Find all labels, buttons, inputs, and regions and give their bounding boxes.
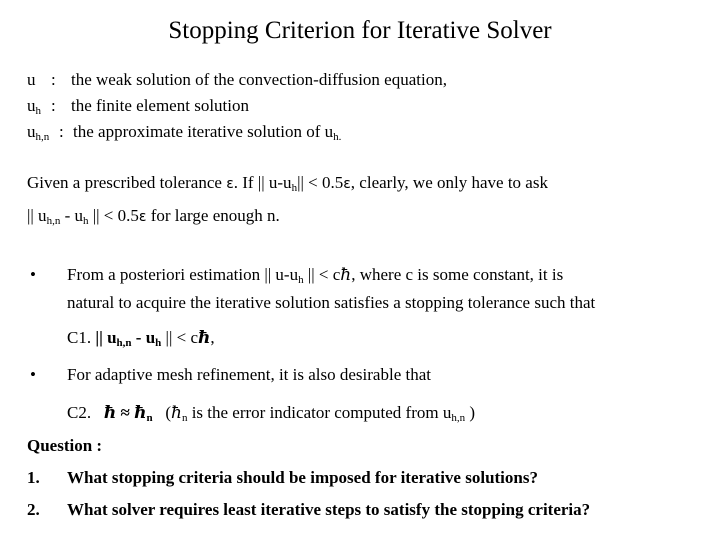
definition-text: the approximate iterative solution of u [73,122,334,141]
slide-title: Stopping Criterion for Iterative Solver [168,17,552,44]
definition-colon: : [59,122,64,141]
epsilon-symbol: ε [138,209,147,225]
eta-symbol: ħ [134,403,147,423]
question-number: 2. [27,500,40,519]
question-text: What solver requires least iterative steps to satisfy the stopping criteria? [67,500,591,519]
definition-u [27,70,447,90]
criterion-label: C1. [67,328,92,347]
question-item-2 [27,500,590,520]
definition-colon: : [51,96,56,115]
definition-text: the weak solution of the convection-diffusion equation, [71,70,447,89]
bullet-1-line-1: From a posteriori estimation || $u-u_h$ || < cħ, where c is some constant, it is [67,265,564,286]
definition-symbol: $u_{h,n}$ [27,122,50,143]
eta-symbol: ħ [340,265,352,285]
criterion-c1: C1. || $u_{h,n} - u_h$ || < cħ, [67,328,215,349]
epsilon-symbol: ε [226,176,234,192]
definition-symbol: $u_h$ [27,96,41,117]
bullet-2-line-1: For adaptive mesh refinement, it is also desirable that [67,365,431,384]
question-text: What stopping criteria should be imposed for iterative solutions? [67,468,538,487]
given-line-2: || $u_{h,n} - u_h$ || < 0.5ε for large enough n. [27,206,280,227]
given-line-1: Given a prescribed tolerance ε. If || $u-u_h|| < 0.5\varepsilon$, clearly, we only have to ask [27,173,548,194]
definition-text: the finite element solution [71,96,249,115]
definition-uhn: $u_{h,n}$ : the approximate iterative solution of $u_{h.}$ [27,122,342,143]
bullet-marker: • [30,265,36,284]
question-heading: Question : [27,436,103,455]
criterion-label: C2. [67,403,92,422]
eta-symbol: ħ [198,328,211,348]
definition-uh [27,96,249,116]
eta-symbol: ħ [103,403,117,423]
question-number: 1. [27,468,40,487]
definition-symbol: u [27,70,36,89]
definition-colon: : [51,70,56,89]
bullet-marker: • [30,365,36,384]
approx-symbol: ≈ [120,403,130,422]
bullet-1-line-2: natural to acquire the iterative solution satisfies a stopping tolerance such that [67,293,596,312]
eta-symbol: ħ [170,403,182,423]
criterion-c2: C2. ħ ≈ $ħ_n$ ($ħ_n$ is the error indicator computed from $u_{h,n}$ ) [67,403,475,424]
question-item-1 [27,468,538,488]
epsilon-symbol: ε [343,176,351,192]
